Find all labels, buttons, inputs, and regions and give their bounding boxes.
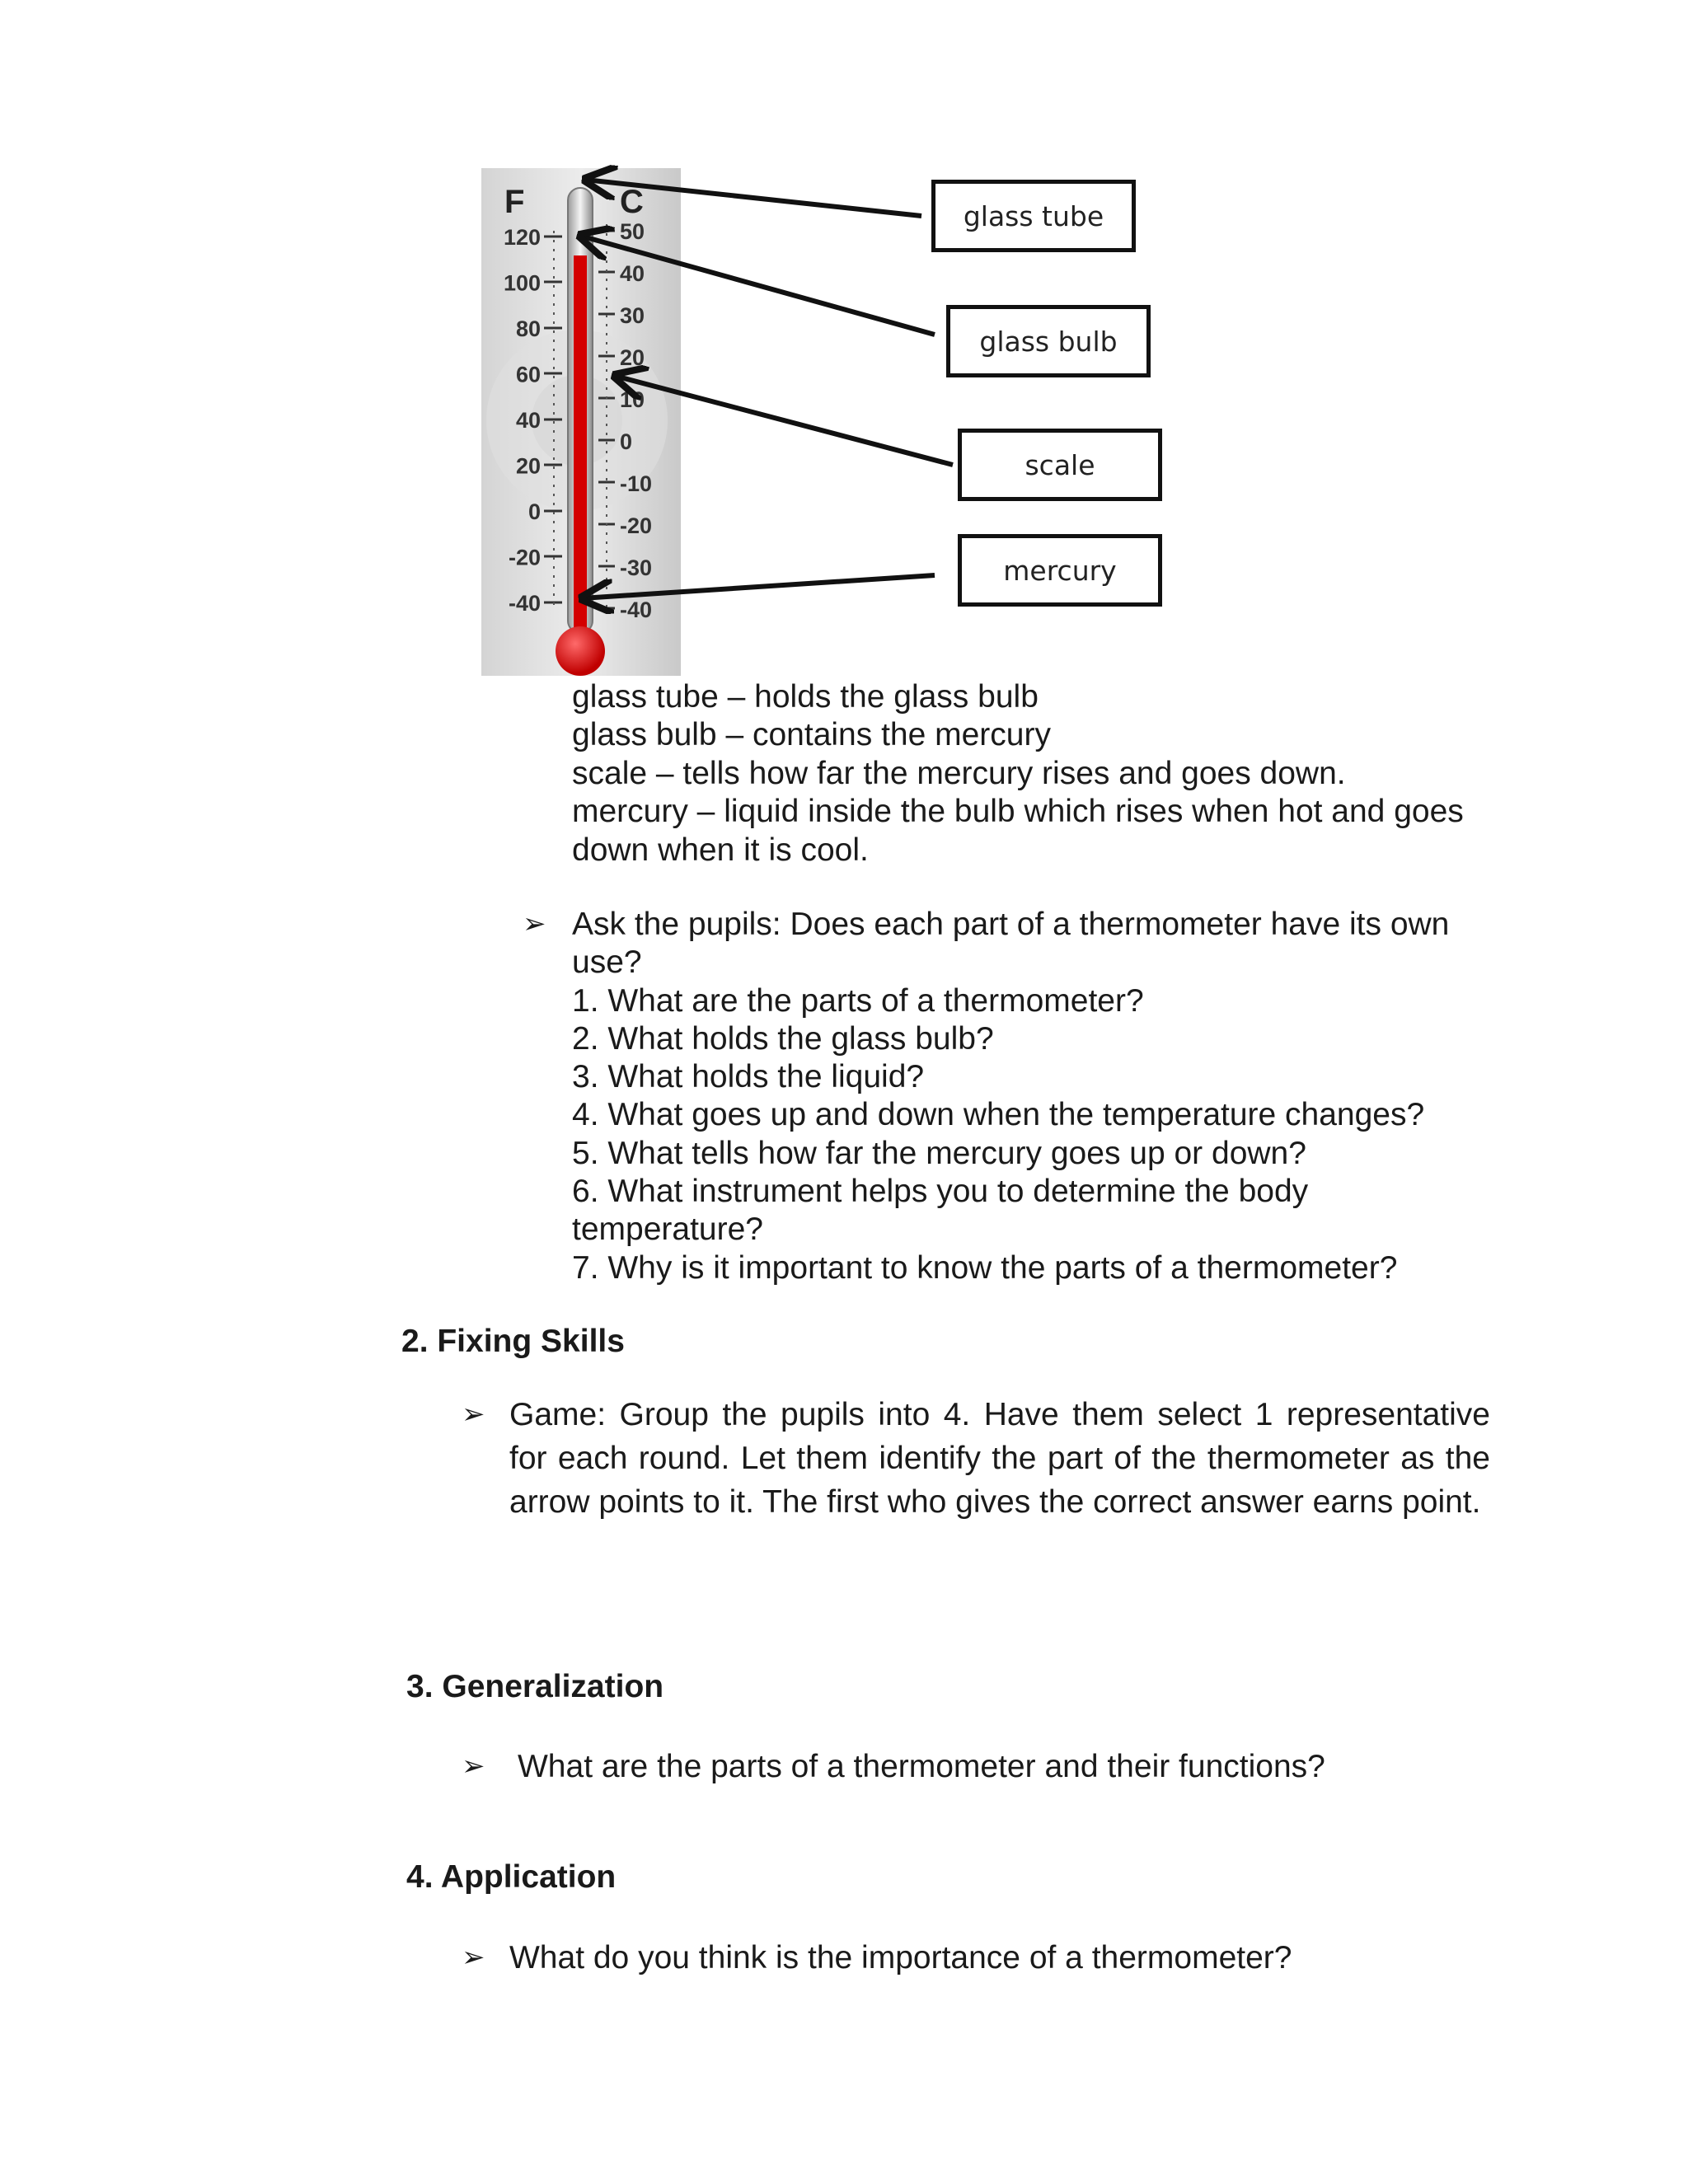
heading-fixing-skills: 2. Fixing Skills: [401, 1324, 625, 1359]
generalization-bullet-icon: ➢: [462, 1750, 485, 1782]
c-tick-label: -10: [620, 471, 653, 496]
definition-mercury-cont: down when it is cool.: [572, 832, 869, 868]
c-tick-label: 50: [620, 219, 645, 244]
label-glass-tube: glass tube: [931, 180, 1136, 252]
c-tick-label: 10: [620, 387, 645, 412]
f-tick-label: 80: [515, 316, 541, 341]
question-4: 4. What goes up and down when the temperature changes?: [572, 1097, 1425, 1132]
f-tick-label: 60: [515, 362, 541, 387]
ask-bullet-icon: ➢: [523, 908, 546, 940]
heading-generalization: 3. Generalization: [406, 1669, 664, 1704]
application-bullet-icon: ➢: [462, 1942, 485, 1973]
generalization-text: What are the parts of a thermometer and their functions?: [518, 1749, 1325, 1784]
fixing-paragraph: Game: Group the pupils into 4. Have them select 1 representative for each round. Let them identify the part of the thermometer as the arrow points to it. The first who gives the correct answer earns point.: [509, 1397, 1490, 1520]
ask-line: Ask the pupils: Does each part of a thermometer have its own: [572, 907, 1450, 942]
glass-bulb-red: [556, 626, 605, 676]
label-mercury: mercury: [958, 534, 1162, 607]
heading-application: 4. Application: [406, 1859, 617, 1895]
f-tick-label: 100: [503, 270, 541, 296]
f-tick-label: 0: [528, 499, 541, 524]
scale-f-label: F: [504, 184, 525, 220]
scale-c-label: C: [620, 184, 644, 220]
c-tick-label: -20: [620, 513, 653, 538]
definition-scale: scale – tells how far the mercury rises and goes down.: [572, 756, 1346, 791]
fixing-bullet-icon: ➢: [462, 1399, 485, 1430]
question-6: 6. What instrument helps you to determine the body: [572, 1174, 1309, 1209]
label-glass-bulb: glass bulb: [946, 305, 1151, 377]
definition-glass-bulb: glass bulb – contains the mercury: [572, 717, 1051, 752]
question-1: 1. What are the parts of a thermometer?: [572, 983, 1144, 1019]
c-tick-label: 30: [620, 303, 645, 328]
thermometer-illustration: [0, 0, 1688, 684]
question-6-cont: temperature?: [572, 1212, 763, 1247]
definition-glass-tube: glass tube – holds the glass bulb: [572, 679, 1039, 715]
f-tick-label: -20: [508, 545, 541, 570]
application-text: What do you think is the importance of a thermometer?: [509, 1940, 1292, 1975]
question-5: 5. What tells how far the mercury goes up or down?: [572, 1136, 1306, 1171]
label-scale: scale: [958, 429, 1162, 501]
f-tick-label: 20: [515, 453, 541, 479]
definition-mercury: mercury – liquid inside the bulb which rises when hot and goes: [572, 794, 1464, 829]
thermometer-figure: [0, 0, 1688, 684]
question-2: 2. What holds the glass bulb?: [572, 1021, 994, 1057]
c-tick-label: 0: [620, 429, 633, 454]
mercury-column: [574, 255, 587, 643]
f-tick-label: -40: [508, 591, 541, 616]
ask-line: use?: [572, 944, 642, 980]
f-tick-label: 120: [503, 225, 541, 250]
f-tick-label: 40: [515, 408, 541, 433]
c-tick-label: 40: [620, 261, 645, 286]
question-3: 3. What holds the liquid?: [572, 1059, 925, 1094]
c-tick-label: -30: [620, 555, 653, 580]
question-7: 7. Why is it important to know the parts of a thermometer?: [572, 1250, 1398, 1286]
c-tick-label: 20: [620, 345, 645, 370]
c-tick-label: -40: [620, 598, 653, 622]
